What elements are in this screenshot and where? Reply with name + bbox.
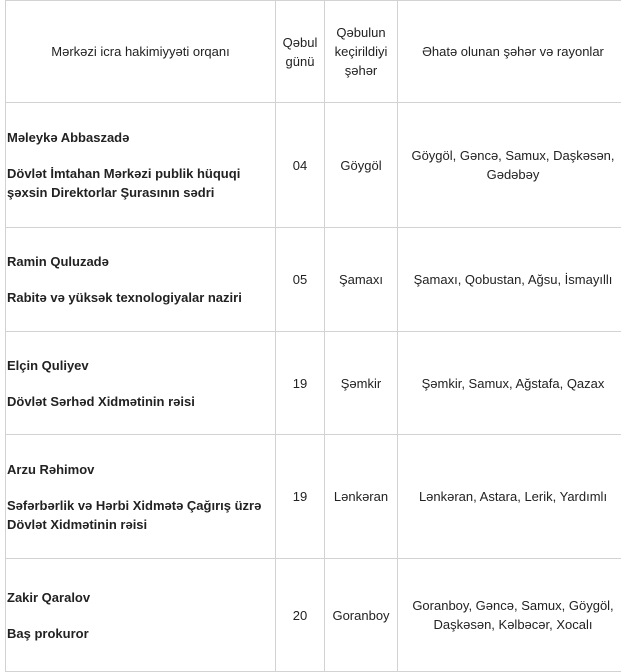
table-header-row (6, 1, 621, 103)
official-name: Ramin Quluzadə (7, 252, 271, 271)
table-row (6, 435, 621, 559)
header-org: Mərkəzi icra hakimiyyəti orqanı (6, 1, 276, 103)
reception-schedule-table (5, 0, 621, 672)
official-post: Rabitə və yüksək texnologiyalar naziri (7, 288, 271, 307)
header-day (276, 1, 325, 103)
header-city-line2: keçirildiyi (325, 42, 397, 61)
covered-areas: Goranboy, Gəncə, Samux, Göygöl, Daşkəsən, Kəlbəcər, Xocalı (398, 559, 621, 672)
official-name: Arzu Rəhimov (7, 460, 271, 479)
table-row (6, 559, 621, 672)
official-name: Məleykə Abbaszadə (7, 128, 271, 147)
header-city-line1: Qəbulun (325, 23, 397, 42)
official-name: Zakir Qaralov (7, 588, 271, 607)
official-post: Dövlət Sərhəd Xidmətinin rəisi (7, 392, 271, 411)
header-day-line1: Qəbul (276, 33, 324, 52)
reception-day: 05 (276, 228, 325, 332)
header-city (325, 1, 398, 103)
reception-city: Goranboy (325, 559, 398, 672)
official-cell (6, 103, 276, 228)
reception-day: 04 (276, 103, 325, 228)
reception-city: Şəmkir (325, 332, 398, 435)
official-post: Səfərbərlik və Hərbi Xidmətə Çağırış üzrə Dövlət Xidmətinin rəisi (7, 496, 271, 534)
table-row (6, 228, 621, 332)
official-post: Dövlət İmtahan Mərkəzi publik hüquqi şəxsin Direktorlar Şurasının sədri (7, 164, 271, 202)
covered-areas: Şamaxı, Qobustan, Ağsu, İsmayıllı (398, 228, 621, 332)
covered-areas: Lənkəran, Astara, Lerik, Yardımlı (398, 435, 621, 559)
official-post: Baş prokuror (7, 624, 271, 643)
official-cell (6, 435, 276, 559)
reception-day: 19 (276, 435, 325, 559)
reception-day: 19 (276, 332, 325, 435)
table-row (6, 103, 621, 228)
reception-day: 20 (276, 559, 325, 672)
header-area: Əhatə olunan şəhər və rayonlar (398, 1, 621, 103)
table-row (6, 332, 621, 435)
reception-city: Şamaxı (325, 228, 398, 332)
covered-areas: Şəmkir, Samux, Ağstafa, Qazax (398, 332, 621, 435)
official-cell (6, 559, 276, 672)
header-city-line3: şəhər (325, 61, 397, 80)
reception-city: Lənkəran (325, 435, 398, 559)
official-cell (6, 332, 276, 435)
official-name: Elçin Quliyev (7, 356, 271, 375)
header-day-line2: günü (276, 52, 324, 71)
covered-areas: Göygöl, Gəncə, Samux, Daşkəsən, Gədəbəy (398, 103, 621, 228)
reception-city: Göygöl (325, 103, 398, 228)
official-cell (6, 228, 276, 332)
